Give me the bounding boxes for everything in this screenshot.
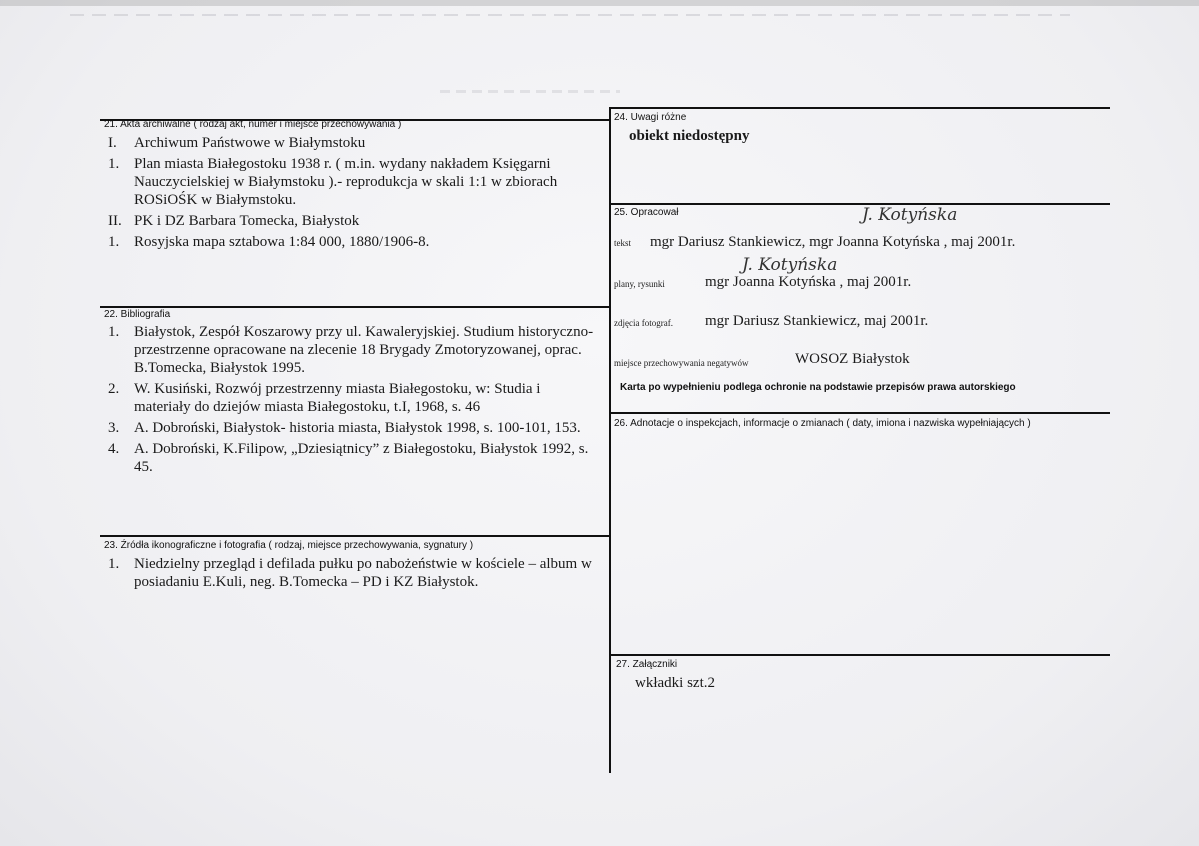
negatives-label: miejsce przechowywania negatywów [614, 358, 749, 368]
item-text: Białystok, Zespół Koszarowy przy ul. Kawaleryjskiej. Studium historyczno-przestrzenne opracowane na zlecenie 18 Brygady Zmotoryzowanej, oprac. B.Tomecka, Białystok 1995. [134, 324, 594, 376]
divider-24-25 [610, 203, 1110, 205]
item-number: 2. [108, 381, 120, 397]
item-number: 1. [108, 234, 120, 250]
list-item [104, 440, 594, 476]
item-number: 1. [108, 324, 120, 340]
item-number: 1. [108, 156, 120, 172]
list-item [104, 419, 594, 437]
plans-value: mgr Joanna Kotyńska , maj 2001r. [705, 274, 912, 290]
bleed-through-marks [70, 14, 1070, 16]
photos-label: zdjęcia fotograf. [614, 318, 673, 328]
divider-top-right [610, 107, 1110, 109]
iconographic-label: 23. Źródła ikonograficzne i fotografia ( rodzaj, miejsce przechowywania, sygnatury ) [104, 540, 474, 551]
divider-22-23 [100, 535, 610, 537]
list-item [104, 155, 594, 209]
item-text: W. Kusiński, Rozwój przestrzenny miasta Białegostoku, w: Studia i materiały do dziejów miasta Białegostoku, t.I, 1968, s. 46 [134, 381, 541, 415]
plans-label: plany, rysunki [614, 279, 665, 289]
handwritten-signature: J. Kotyńska [862, 205, 958, 225]
text-author-value: mgr Dariusz Stankiewicz, mgr Joanna Kotyńska , maj 2001r. [650, 234, 1016, 250]
divider-21-22 [100, 306, 610, 308]
handwritten-signature-2: J. Kotyńska [742, 255, 838, 275]
bleed-through-marks-2 [440, 90, 620, 93]
item-number: 1. [108, 556, 120, 572]
item-text: A. Dobroński, Białystok- historia miasta, Białystok 1998, s. 100-101, 153. [134, 420, 581, 436]
list-item [104, 233, 594, 251]
iconographic-list [104, 555, 599, 594]
bibliography-label: 22. Bibliografia [104, 309, 171, 320]
photos-value: mgr Dariusz Stankiewicz, maj 2001r. [705, 313, 929, 329]
item-text: A. Dobroński, K.Filipow, „Dziesiątnicy” z Białegostoku, Białystok 1992, s. 45. [134, 441, 589, 475]
list-item [104, 555, 599, 591]
attachments-value: wkładki szt.2 [635, 675, 715, 691]
item-text: Archiwum Państwowe w Białymstoku [134, 135, 366, 151]
divider-25-26 [610, 412, 1110, 414]
item-text: Plan miasta Białegostoku 1938 r. ( m.in. wydany nakładem Księgarni Nauczycielskiej w Białymstoku ).- reprodukcja w skali 1:1 w zbiorach ROSiOŚK w Białymstoku. [134, 156, 558, 208]
archival-list [104, 134, 594, 254]
list-item [104, 323, 594, 377]
archival-label: 21. Akta archiwalne ( rodzaj akt, numer i miejsce przechowywania ) [104, 119, 402, 130]
item-text: PK i DZ Barbara Tomecka, Białystok [134, 213, 360, 229]
item-number: 4. [108, 441, 120, 457]
item-number: 3. [108, 420, 120, 436]
bibliography-list [104, 323, 594, 479]
list-item [104, 134, 594, 152]
list-item [104, 380, 594, 416]
item-text: Niedzielny przegląd i defilada pułku po nabożeństwie w kościele – album w posiadaniu E.Kuli, neg. B.Tomecka – PD i KZ Białystok. [134, 556, 592, 590]
prepared-label: 25. Opracował [614, 207, 679, 218]
item-number: I. [108, 135, 117, 151]
scan-edge-shadow [0, 0, 1199, 6]
divider-center-vertical [609, 107, 611, 773]
negatives-value: WOSOZ Białystok [795, 351, 910, 367]
remarks-label: 24. Uwagi różne [614, 112, 687, 123]
attachments-label: 27. Załączniki [616, 659, 678, 670]
divider-26-27 [610, 654, 1110, 656]
inspections-label: 26. Adnotacje o inspekcjach, informacje o zmianach ( daty, imiona i nazwiska wypełniających ) [614, 418, 1031, 429]
text-author-label: tekst [614, 238, 631, 248]
item-number: II. [108, 213, 122, 229]
item-text: Rosyjska mapa sztabowa 1:84 000, 1880/1906-8. [134, 234, 430, 250]
remarks-value: obiekt niedostępny [629, 128, 750, 144]
list-item [104, 212, 594, 230]
copyright-note: Karta po wypełnieniu podlega ochronie na podstawie przepisów prawa autorskiego [620, 382, 1016, 393]
